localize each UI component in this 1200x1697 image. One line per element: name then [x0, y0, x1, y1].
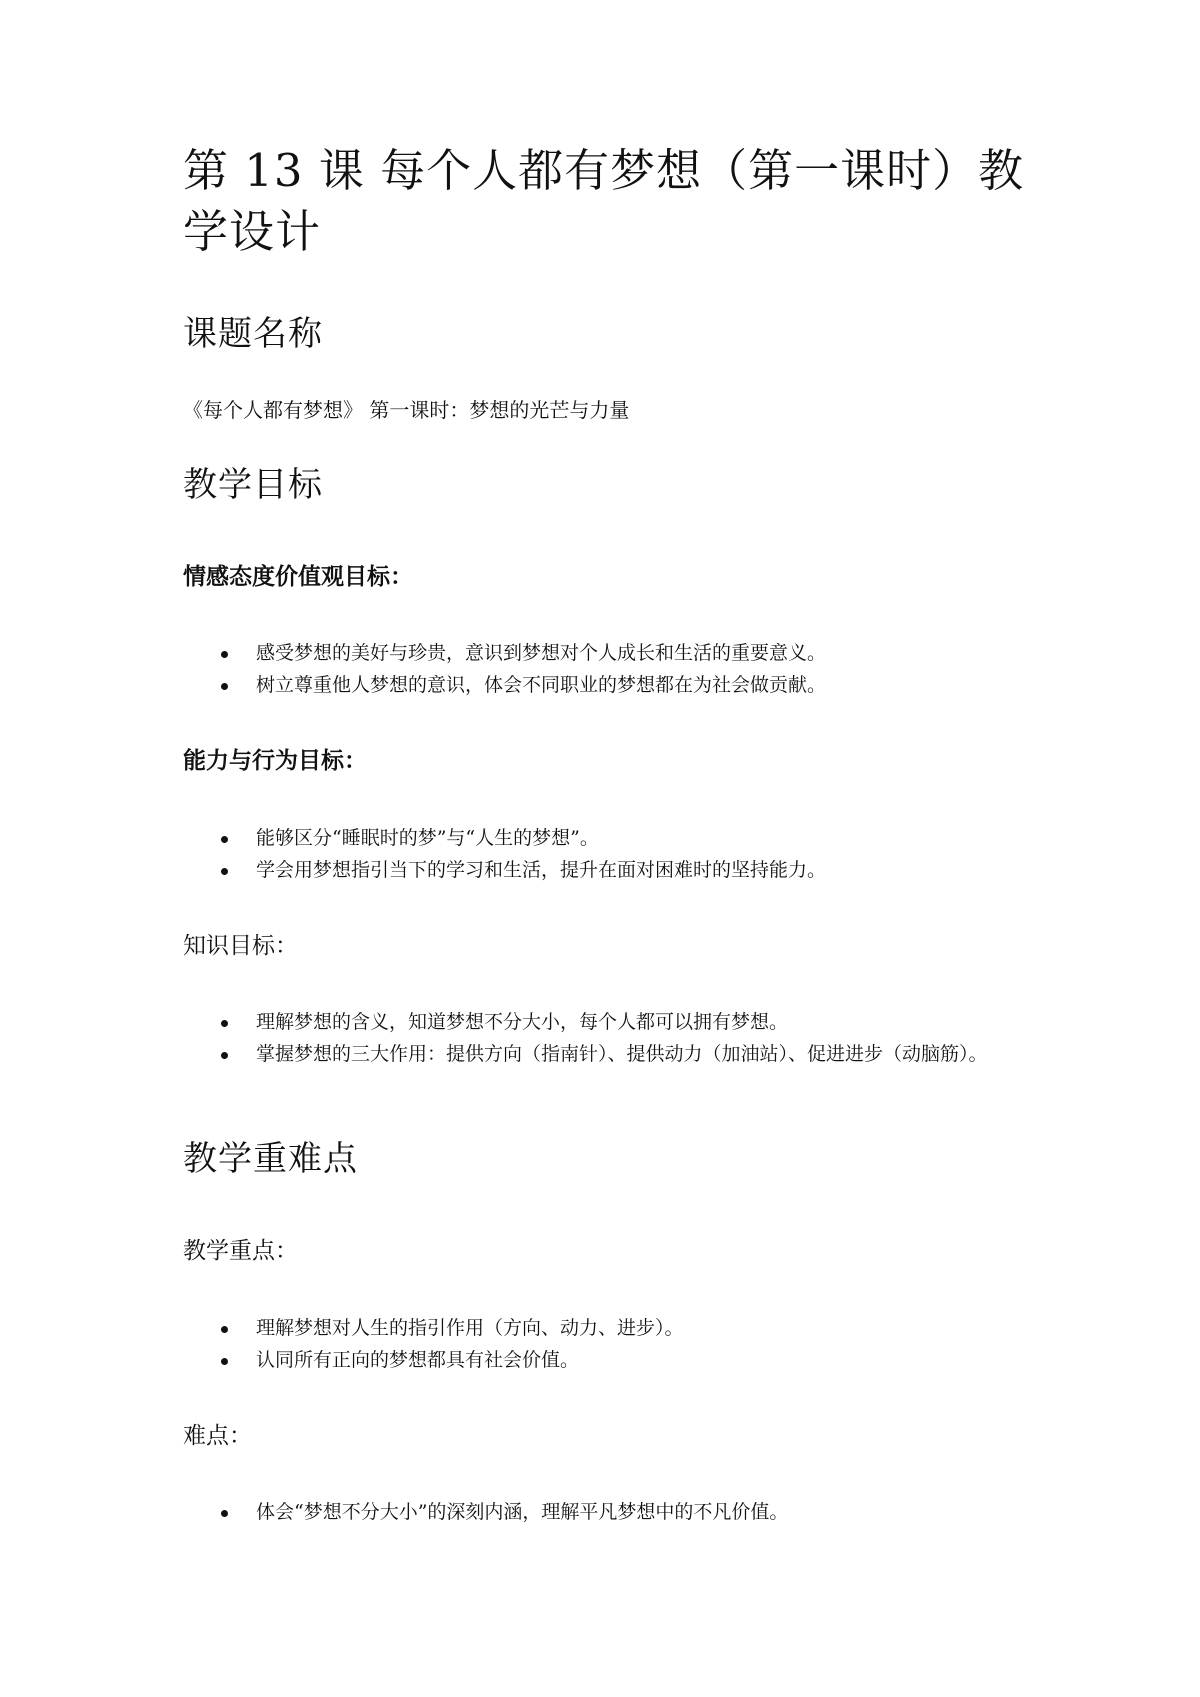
key-points-list — [183, 1312, 1043, 1376]
list-item: 理解梦想对人生的指引作用（方向、动力、进步）。 — [183, 1312, 1043, 1344]
course-name-text: 《每个人都有梦想》 第一课时：梦想的光芒与力量 — [183, 398, 630, 422]
list-item: 树立尊重他人梦想的意识，体会不同职业的梦想都在为社会做贡献。 — [183, 669, 1043, 701]
difficult-points-list — [183, 1496, 1043, 1528]
subheading-difficult-points: 难点： — [183, 1423, 252, 1449]
bullet-icon — [221, 1358, 228, 1365]
bullet-icon — [221, 836, 228, 843]
bullet-icon — [221, 868, 228, 875]
section-heading-course-name: 课题名称 — [183, 314, 323, 354]
section-heading-objectives: 教学目标 — [183, 465, 323, 505]
subheading-knowledge-objectives: 知识目标： — [183, 933, 298, 959]
list-item: 认同所有正向的梦想都具有社会价值。 — [183, 1344, 1043, 1376]
list-item: 能够区分“睡眠时的梦”与“人生的梦想”。 — [183, 822, 1043, 854]
subheading-key-points: 教学重点： — [183, 1238, 298, 1264]
bullet-icon — [221, 1326, 228, 1333]
bullet-icon — [221, 1510, 228, 1517]
bullet-icon — [221, 683, 228, 690]
bullet-icon — [221, 1020, 228, 1027]
list-item: 感受梦想的美好与珍贵，意识到梦想对个人成长和生活的重要意义。 — [183, 637, 1043, 669]
bullet-icon — [221, 651, 228, 658]
document-title: 第 13 课 每个人都有梦想（第一课时）教学设计 — [183, 144, 1025, 258]
knowledge-objectives-list — [183, 1006, 1043, 1070]
list-item: 体会“梦想不分大小”的深刻内涵，理解平凡梦想中的不凡价值。 — [183, 1496, 1043, 1528]
list-item: 学会用梦想指引当下的学习和生活，提升在面对困难时的坚持能力。 — [183, 854, 1043, 886]
section-heading-key-points: 教学重难点 — [183, 1139, 358, 1179]
bullet-icon — [221, 1052, 228, 1059]
list-item: 掌握梦想的三大作用：提供方向（指南针）、提供动力（加油站）、促进进步（动脑筋）。 — [183, 1038, 1043, 1070]
subheading-ability-objectives: 能力与行为目标： — [183, 747, 367, 774]
ability-objectives-list — [183, 822, 1043, 886]
emotional-objectives-list — [183, 637, 1043, 701]
subheading-emotional-objectives: 情感态度价值观目标： — [183, 563, 413, 590]
list-item: 理解梦想的含义，知道梦想不分大小，每个人都可以拥有梦想。 — [183, 1006, 1043, 1038]
